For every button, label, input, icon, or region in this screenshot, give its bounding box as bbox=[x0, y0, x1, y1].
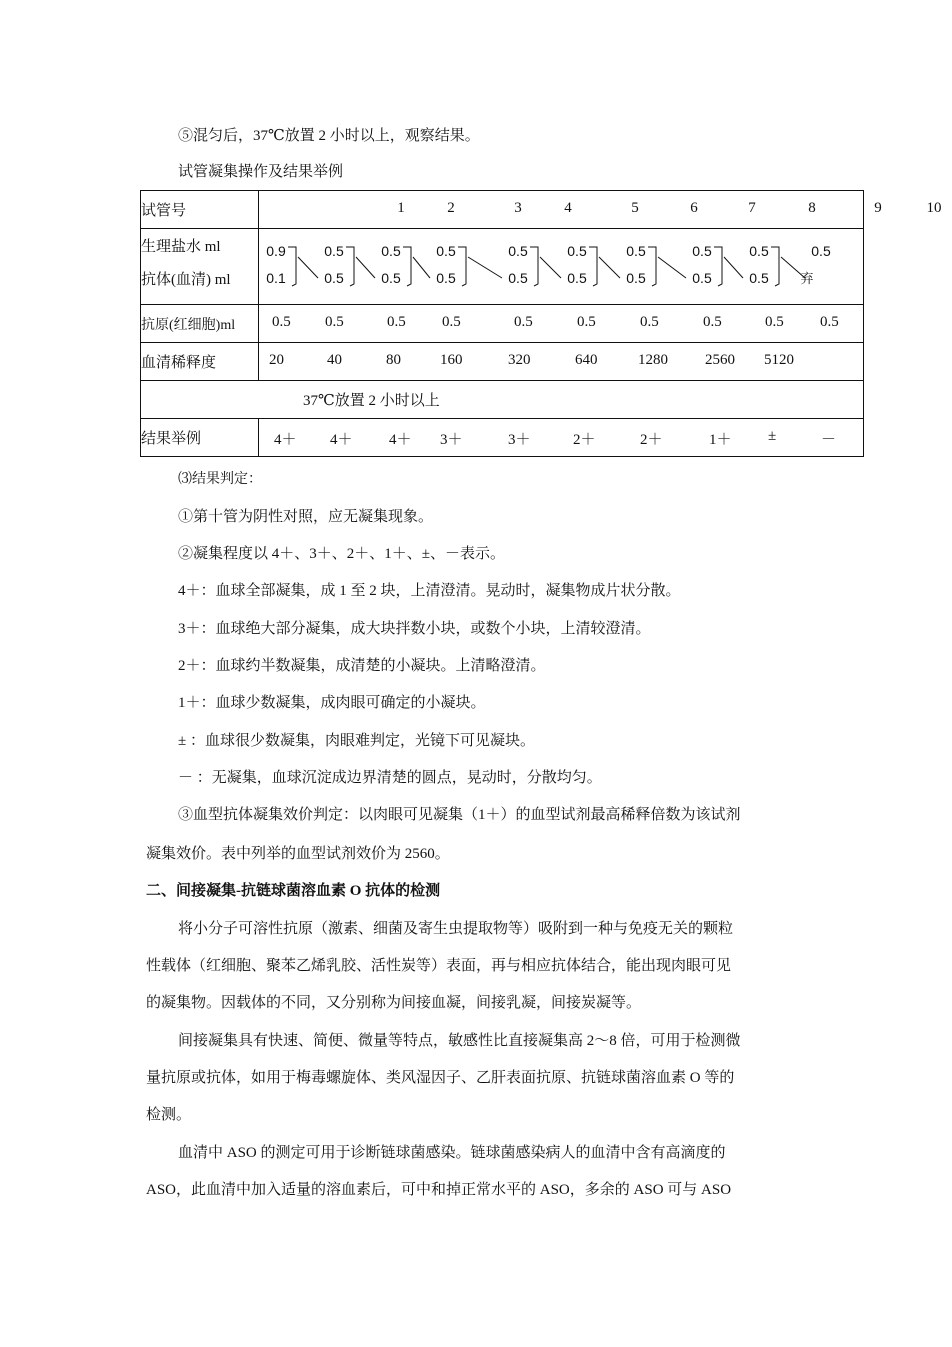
transfer-arrow bbox=[724, 257, 743, 278]
tube-number: 5 bbox=[631, 200, 639, 216]
antibody-value: 0.5 bbox=[626, 270, 646, 286]
incubate-text: 37℃放置 2 小时以上 bbox=[141, 381, 864, 419]
transfer-arrow bbox=[356, 257, 375, 278]
paragraph: 将小分子可溶性抗原（激素、细菌及寄生虫提取物等）吸附到一种与免疫无关的颗粒 bbox=[178, 921, 734, 937]
dilution-value: 5120 bbox=[764, 352, 794, 368]
transfer-arrow bbox=[599, 257, 620, 278]
paragraph: ASO，此血清中加入适量的溶血素后，可中和掉正常水平的 ASO，多余的 ASO 可与 ASO bbox=[146, 1182, 732, 1198]
bracket-line bbox=[458, 247, 466, 286]
step5-text: ⑤混匀后，37℃放置 2 小时以上，观察结果。 bbox=[178, 128, 480, 144]
antibody-value: 0.1 bbox=[266, 270, 286, 286]
agglutination-table bbox=[140, 190, 942, 457]
dilution-value: 160 bbox=[440, 352, 463, 368]
bracket-line bbox=[403, 247, 411, 286]
saline-value: 0.5 bbox=[324, 243, 344, 259]
antigen-value: 0.5 bbox=[387, 314, 406, 330]
dilution-value: 40 bbox=[327, 352, 342, 368]
tube-number: 1 bbox=[397, 200, 405, 216]
paragraph: 血清中 ASO 的测定可用于诊断链球菌感染。链球菌感染病人的血清中含有高滴度的 bbox=[178, 1145, 726, 1161]
saline-value: 0.5 bbox=[626, 243, 646, 259]
result-value: － bbox=[821, 432, 837, 448]
bracket-line bbox=[589, 247, 597, 286]
dilution-value: 80 bbox=[386, 352, 401, 368]
paragraph: ①第十管为阴性对照，应无凝集现象。 bbox=[178, 509, 434, 525]
antibody-value: 0.5 bbox=[436, 270, 456, 286]
transfer-arrow bbox=[468, 257, 502, 278]
paragraph: 4＋：血球全部凝集，成 1 至 2 块，上清澄清。晃动时，凝集物成片状分散。 bbox=[178, 583, 681, 599]
tube-number: 8 bbox=[808, 200, 816, 216]
dilution-values bbox=[259, 343, 863, 380]
saline-label: 生理盐水 ml bbox=[141, 239, 221, 255]
table-row bbox=[141, 381, 864, 419]
saline-value: 0.5 bbox=[436, 243, 456, 259]
judge-heading: ⑶结果判定： bbox=[178, 472, 262, 487]
dilution-value: 320 bbox=[508, 352, 531, 368]
antigen-value: 0.5 bbox=[640, 314, 659, 330]
result-value: 2＋ bbox=[640, 432, 663, 448]
transfer-arrow bbox=[540, 257, 561, 278]
paragraph: 的凝集物。因载体的不同，又分别称为间接血凝，间接乳凝，间接炭凝等。 bbox=[146, 995, 642, 1011]
section-heading: 二、间接凝集-抗链球菌溶血素 O 抗体的检测 bbox=[146, 883, 441, 899]
transfer-arrow bbox=[298, 257, 318, 278]
result-value: 2＋ bbox=[573, 432, 596, 448]
tube-label: 试管号 bbox=[141, 191, 259, 229]
antigen-values bbox=[259, 305, 863, 342]
tube-number: 9 bbox=[874, 200, 882, 216]
result-value: ± bbox=[768, 428, 777, 444]
paragraph: 间接凝集具有快速、简便、微量等特点，敏感性比直接凝集高 2～8 倍，可用于检测微 bbox=[178, 1033, 741, 1049]
paragraph: 凝集效价。表中列举的血型试剂效价为 2560。 bbox=[146, 846, 450, 862]
antigen-value: 0.5 bbox=[577, 314, 596, 330]
saline-value: 0.5 bbox=[567, 243, 587, 259]
paragraph: － ：无凝集，血球沉淀成边界清楚的圆点，晃动时，分散均匀。 bbox=[178, 770, 602, 786]
paragraph: ②凝集程度以 4＋、3＋、2＋、1＋、±、－表示。 bbox=[178, 546, 505, 562]
antigen-value: 0.5 bbox=[703, 314, 722, 330]
table-row bbox=[141, 229, 864, 305]
paragraph: 量抗原或抗体，如用于梅毒螺旋体、类风湿因子、乙肝表面抗原、抗链球菌溶血素 O 等的 bbox=[146, 1070, 735, 1086]
saline-value: 0.5 bbox=[381, 243, 401, 259]
bracket-line bbox=[288, 247, 296, 286]
bracket-line bbox=[648, 247, 656, 286]
antibody-value: 0.5 bbox=[749, 270, 769, 286]
paragraph: ③血型抗体凝集效价判定：以肉眼可见凝集（1＋）的血型试剂最高稀释倍数为该试剂 bbox=[178, 807, 741, 823]
tube-number: 2 bbox=[447, 200, 455, 216]
tube-number: 4 bbox=[564, 200, 572, 216]
saline-value: 0.5 bbox=[811, 243, 831, 259]
transfer-arrow bbox=[658, 257, 686, 278]
antigen-value: 0.5 bbox=[442, 314, 461, 330]
table-caption: 试管凝集操作及结果举例 bbox=[178, 164, 344, 180]
result-value: 3＋ bbox=[440, 432, 463, 448]
result-value: 3＋ bbox=[508, 432, 531, 448]
transfer-arrow bbox=[413, 257, 430, 278]
antigen-value: 0.5 bbox=[820, 314, 839, 330]
paragraph: 检测。 bbox=[146, 1107, 192, 1123]
dilution-value: 640 bbox=[575, 352, 598, 368]
paragraph: ± ：血球很少数凝集，肉眼难判定，光镜下可见凝块。 bbox=[178, 733, 535, 749]
saline-value: 0.5 bbox=[692, 243, 712, 259]
antibody-value: 0.5 bbox=[692, 270, 712, 286]
dilution-scheme bbox=[259, 229, 864, 305]
table-row bbox=[141, 343, 864, 381]
saline-value: 0.5 bbox=[749, 243, 769, 259]
result-label: 结果举例 bbox=[141, 419, 259, 457]
saline-value: 0.5 bbox=[508, 243, 528, 259]
discard-label: 弃 bbox=[800, 271, 814, 286]
bracket-line bbox=[771, 247, 779, 286]
paragraph: 2＋：血球约半数凝集，成清楚的小凝块。上清略澄清。 bbox=[178, 658, 546, 674]
saline-value: 0.9 bbox=[266, 243, 286, 259]
transfer-brackets bbox=[259, 229, 859, 305]
antibody-value: 0.5 bbox=[324, 270, 344, 286]
dilution-value: 2560 bbox=[705, 352, 735, 368]
result-value: 4＋ bbox=[330, 432, 353, 448]
table-row bbox=[141, 191, 864, 229]
antigen-value: 0.5 bbox=[325, 314, 344, 330]
result-value: 1＋ bbox=[709, 432, 732, 448]
bracket-line bbox=[714, 247, 722, 286]
paragraph: 1＋：血球少数凝集，成肉眼可确定的小凝块。 bbox=[178, 695, 486, 711]
result-value: 4＋ bbox=[389, 432, 412, 448]
antibody-value: 0.5 bbox=[381, 270, 401, 286]
dilution-value: 1280 bbox=[638, 352, 668, 368]
table-row bbox=[141, 305, 864, 343]
antigen-value: 0.5 bbox=[514, 314, 533, 330]
tube-number: 10 bbox=[926, 200, 942, 216]
bracket-line bbox=[346, 247, 354, 286]
table-row bbox=[141, 419, 864, 457]
result-value: 4＋ bbox=[274, 432, 297, 448]
antigen-value: 0.5 bbox=[272, 314, 291, 330]
paragraph: 性载体（红细胞、聚苯乙烯乳胶、活性炭等）表面，再与相应抗体结合，能出现肉眼可见 bbox=[146, 958, 732, 974]
tube-number: 6 bbox=[690, 200, 698, 216]
antigen-value: 0.5 bbox=[765, 314, 784, 330]
transfer-arrow bbox=[781, 257, 805, 278]
antibody-value: 0.5 bbox=[567, 270, 587, 286]
dilution-value: 20 bbox=[269, 352, 284, 368]
antibody-value: 0.5 bbox=[508, 270, 528, 286]
tube-number: 7 bbox=[748, 200, 756, 216]
tube-number: 3 bbox=[514, 200, 522, 216]
antibody-label: 抗体(血清) ml bbox=[141, 272, 231, 288]
antigen-label: 抗原(红细胞)ml bbox=[141, 305, 259, 343]
paragraph: 3＋：血球绝大部分凝集，成大块拌数小块，或数个小块，上清较澄清。 bbox=[178, 621, 651, 637]
tube-numbers bbox=[259, 191, 942, 228]
result-values bbox=[259, 419, 863, 456]
bracket-line bbox=[530, 247, 538, 286]
dilution-label: 血清稀释度 bbox=[141, 343, 259, 381]
